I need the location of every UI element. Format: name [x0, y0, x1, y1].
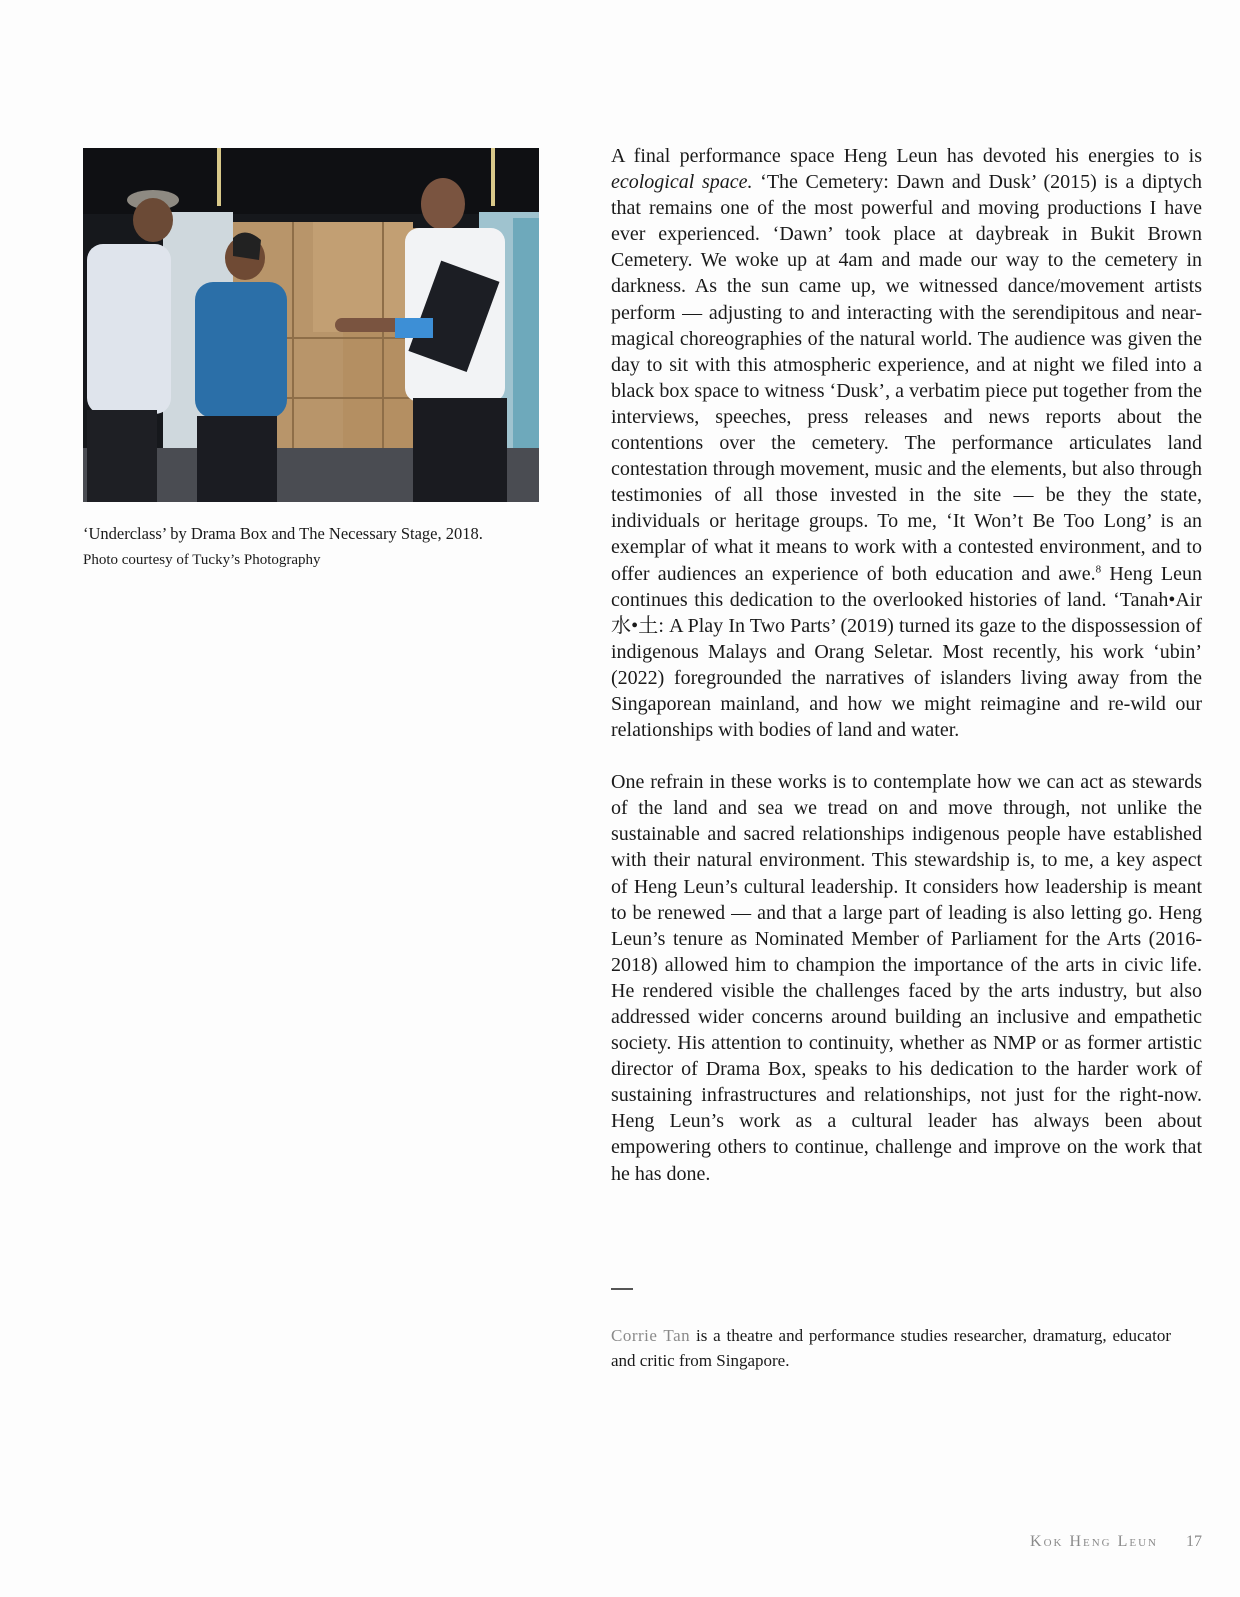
footnote-marker[interactable]: 8: [1095, 562, 1102, 575]
section-divider: [611, 1288, 633, 1290]
caption-credit: Photo courtesy of Tucky’s Photography: [83, 552, 321, 568]
running-author: Kok Heng Leun: [1030, 1533, 1158, 1550]
stage-photo-illustration: [83, 148, 539, 502]
paragraph-1-text-b: ‘The Cemetery: Dawn and Dusk’ (2015) is a diptych that remains one of the most powerful and moving productions I have ever experienced. ‘Dawn’ took place at daybreak in Bukit Brown Cemetery. We woke up at 4am and made our way to the cemetery in darkness. As the sun came up, we witnessed dance/movement artists perform — adjusting to and interacting with the serendipitous and near-magical choreographies of the natural world. The audience was given the day to sit with this atmospheric experience, and at night we filed into a black box space to witness ‘Dusk’, a verbatim piece put together from the interviews, speeches, press releases and news reports about the contentions over the cemetery. The performance articulates land contestation through movement, music and the elements, but also through testimonies of all those invested in the site — be they the state, individuals or heritage groups. To me, ‘It Won’t Be Too Long’ is an exemplar of what it means to work with a contested environment, and to offer audiences an experience of both education and awe.: [611, 171, 1203, 585]
paragraph-1-text-c: Heng Leun continues this dedication to the overlooked histories of land. ‘Tanah•Air 水•土: A Play In Two Parts’ (2019) turned its gaze to the dispossession of indigenous Malays and Orang Seletar. Most recently, his work ‘ubin’ (2022) foregrounded the narratives of islanders living away from the Singaporean mainland, and how we might reimagine and re-wild our relationships with bodies of land and water.: [611, 562, 1202, 742]
bio-name: Corrie Tan: [611, 1326, 691, 1345]
stage-photo: [83, 148, 539, 502]
bio-text: is a theatre and performance studies researcher, dramaturg, educator and critic from Singapore.: [611, 1326, 1171, 1370]
page-number: 17: [1186, 1533, 1202, 1550]
page-footer: [960, 1533, 1202, 1551]
paragraph-1: [611, 143, 1202, 743]
paragraph-1-emphasis: ecological space.: [611, 171, 753, 194]
author-bio: [611, 1323, 1171, 1373]
photo-caption: [83, 523, 553, 571]
paragraph-1-text-a: A final performance space Heng Leun has devoted his energies to is: [611, 145, 1202, 167]
article-body: [611, 143, 1202, 1187]
caption-title: ‘Underclass’ by Drama Box and The Necessary Stage, 2018.: [83, 524, 483, 543]
paragraph-2: One refrain in these works is to contemplate how we can act as stewards of the land and sea we tread on and move through, not unlike the sustainable and sacred relationships indigenous people have established with their natural environment. This stewardship is, to me, a key aspect of Heng Leun’s cultural leadership. It considers how leadership is meant to be renewed — and that a large part of leading is also letting go. Heng Leun’s tenure as Nominated Member of Parliament for the Arts (2016-2018) allowed him to champion the importance of the arts in civic life. He rendered visible the challenges faced by the arts industry, but also addressed wider concerns around building an inclusive and empathetic society. His attention to continuity, whether as NMP or as former artistic director of Drama Box, speaks to his dedication to the harder work of sustaining infrastructures and relationships, not just for the right-now. Heng Leun’s work as a cultural leader has always been about empowering others to continue, challenge and improve on the work that he has done.: [611, 771, 1202, 1185]
